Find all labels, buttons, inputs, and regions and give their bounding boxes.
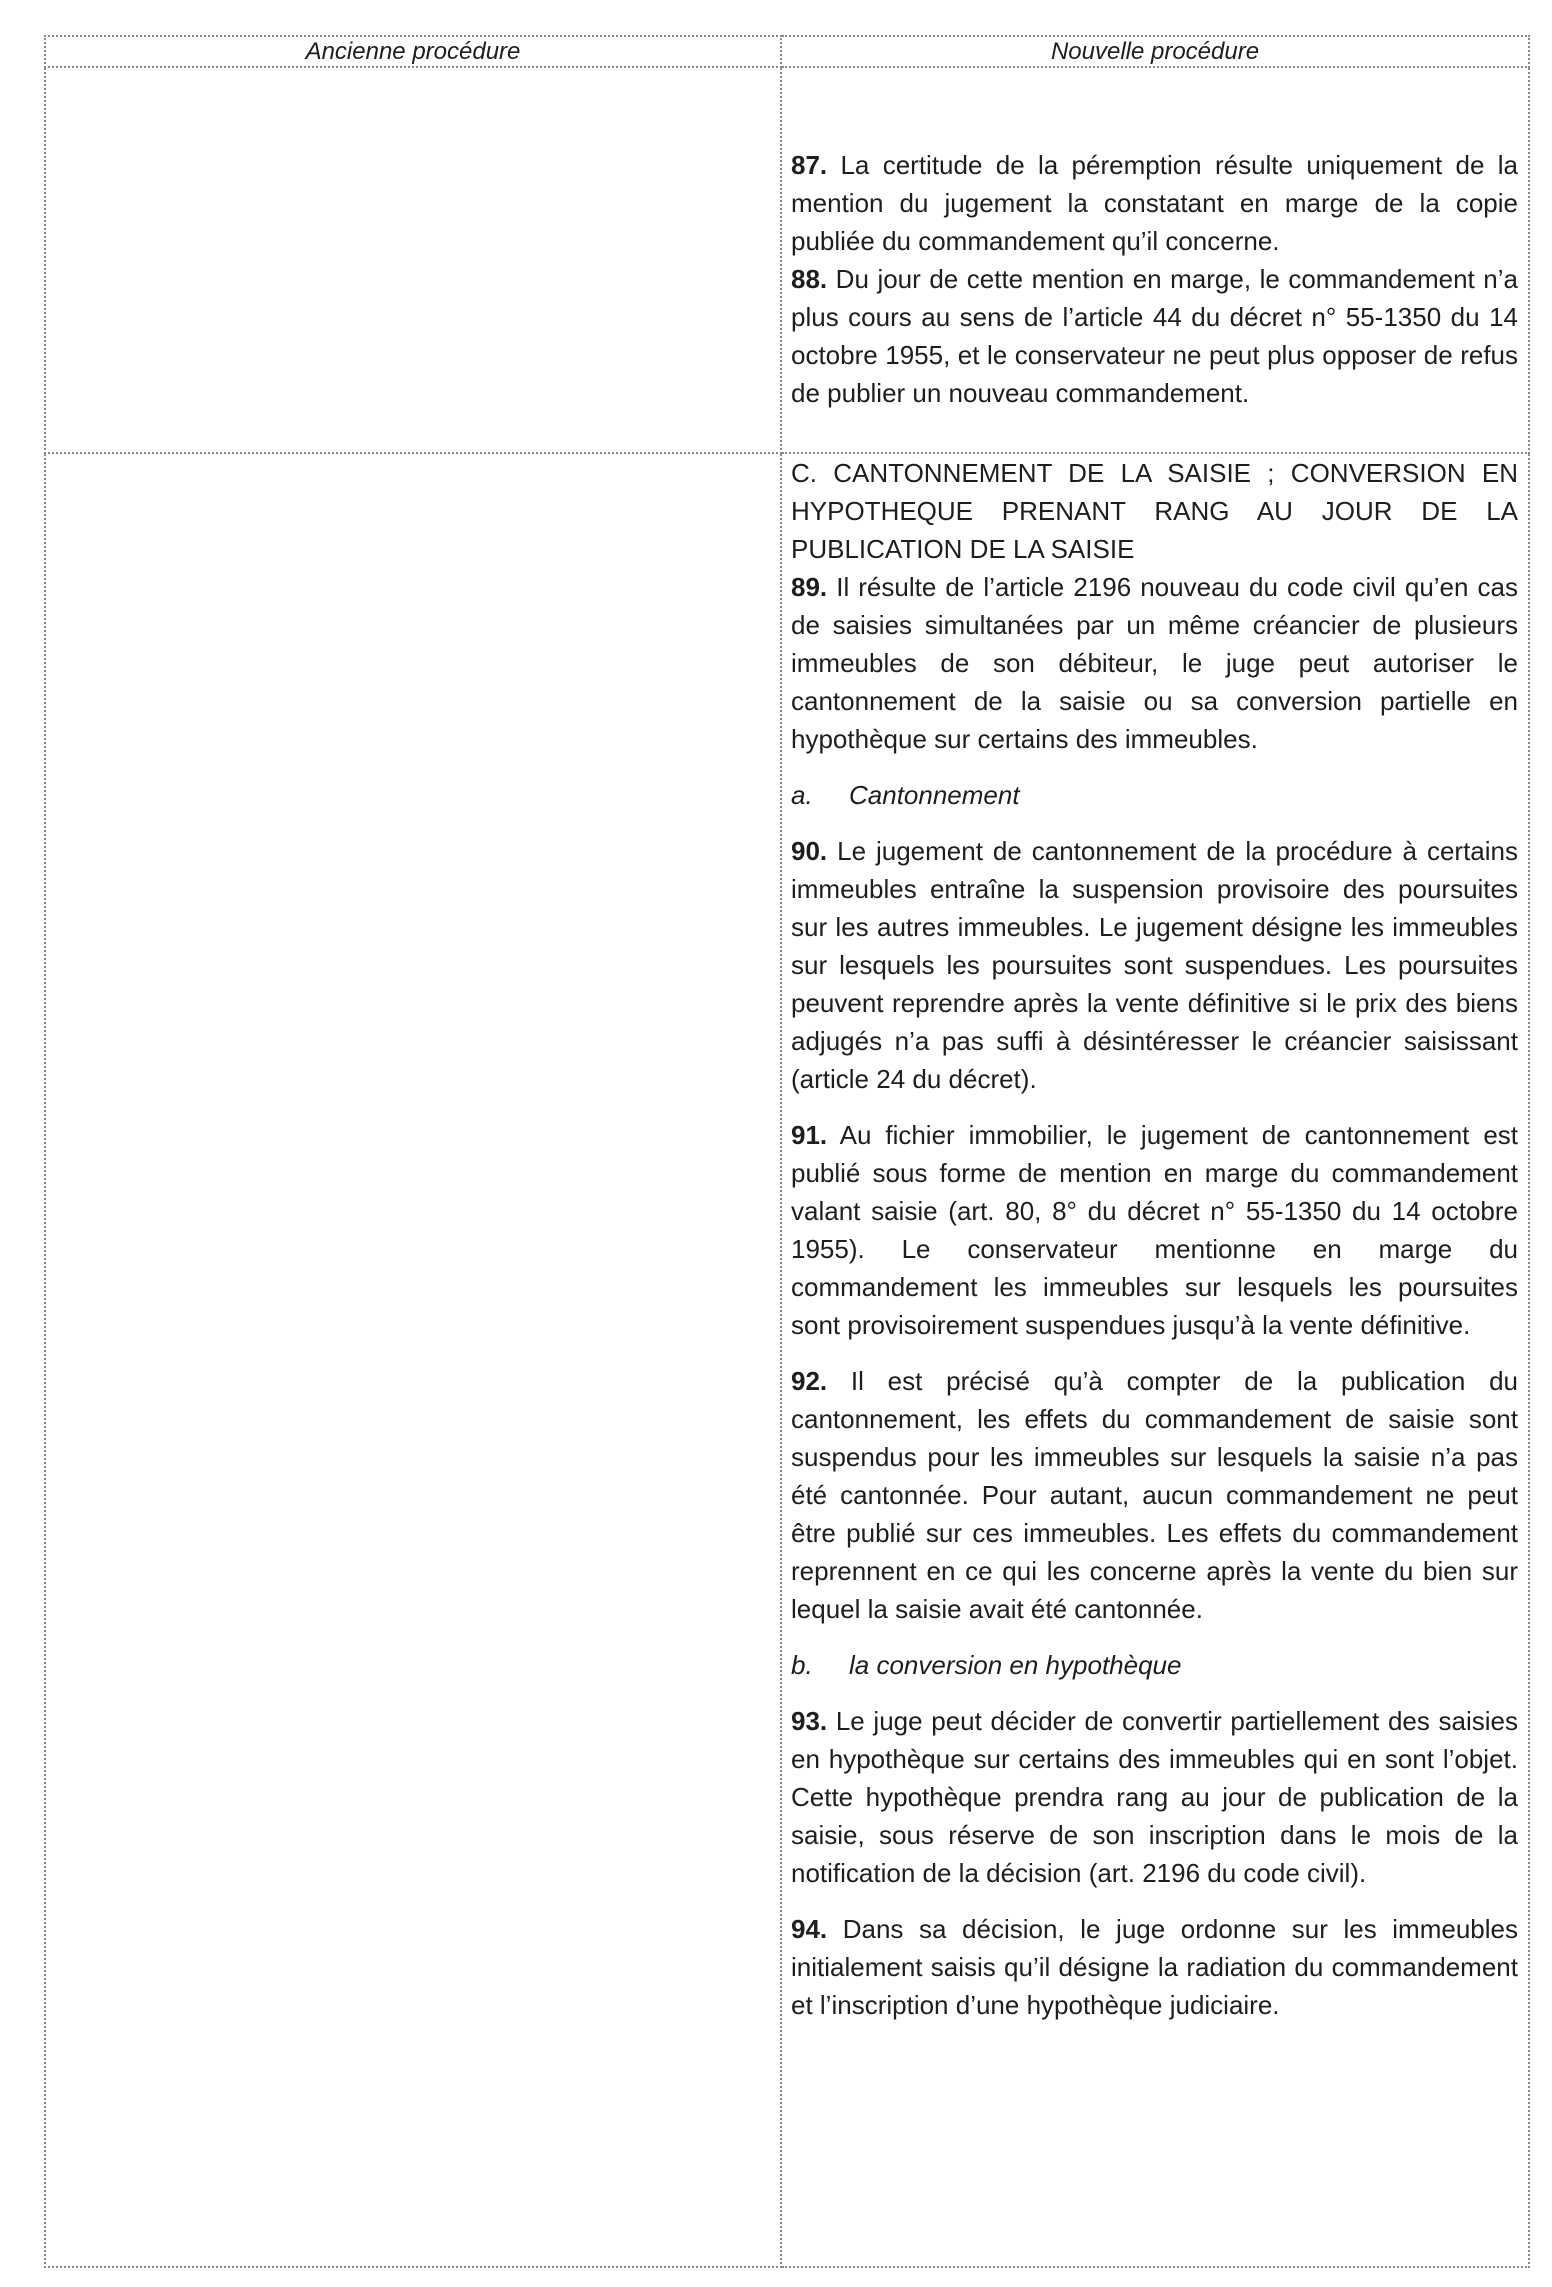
table-row (45, 67, 1529, 453)
paragraph-number: 87. (791, 150, 828, 180)
subheading-letter: b. (791, 1650, 813, 1680)
column-header-old: Ancienne procédure (45, 36, 781, 67)
comparison-table (44, 35, 1530, 2268)
new-procedure-cell (781, 453, 1529, 2267)
paragraph-text: La certitude de la péremption résulte uniquement de la mention du jugement la constatant en marge de la copie publiée du commandement qu’il concerne. (791, 150, 1518, 256)
section-heading: C. CANTONNEMENT DE LA SAISIE ; CONVERSION EN HYPOTHEQUE PRENANT RANG AU JOUR DE LA PUBLICATION DE LA SAISIE (791, 458, 1518, 564)
table-row (45, 453, 1529, 2267)
column-header-new: Nouvelle procédure (781, 36, 1529, 67)
paragraph-number: 89. (791, 572, 828, 602)
paragraph-text: Le juge peut décider de convertir partiellement des saisies en hypothèque sur certains des immeubles qui en sont l’objet. Cette hypothèque prendra rang au jour de publication de la saisie, sous réserve de son inscription dans le mois de la notification de la décision (art. 2196 du code civil). (791, 1706, 1518, 1888)
paragraph-number: 88. (791, 264, 828, 294)
paragraph-92 (791, 1362, 1518, 1628)
paragraph-text: Dans sa décision, le juge ordonne sur les immeubles initialement saisis qu’il désigne la radiation du commandement et l’inscription d’une hypothèque judiciaire. (791, 1914, 1518, 2020)
paragraph-number: 92. (791, 1366, 828, 1396)
subheading-title: la conversion en hypothèque (849, 1650, 1182, 1680)
new-procedure-cell (781, 67, 1529, 453)
paragraph-88 (791, 260, 1518, 412)
subheading-title: Cantonnement (849, 780, 1020, 810)
paragraph-number: 93. (791, 1706, 828, 1736)
paragraph-number: 94. (791, 1914, 828, 1944)
paragraph-91 (791, 1116, 1518, 1344)
paragraph-text: Il est précisé qu’à compter de la publication du cantonnement, les effets du commandement de saisie sont suspendus pour les immeubles sur lesquels la saisie n’a pas été cantonnée. Pour autant, aucun commandement ne peut être publié sur ces immeubles. Les effets du commandement reprennent en ce qui les concerne après la vente du bien sur lequel la saisie avait été cantonnée. (791, 1366, 1518, 1624)
document-page (44, 35, 1528, 2268)
paragraph-number: 91. (791, 1120, 828, 1150)
paragraph-text: Le jugement de cantonnement de la procédure à certains immeubles entraîne la suspension provisoire des poursuites sur les autres immeubles. Le jugement désigne les immeubles sur lesquels les poursuites sont suspendues. Les poursuites peuvent reprendre après la vente définitive si le prix des biens adjugés n’a pas suffi à désintéresser le créancier saisissant (article 24 du décret). (791, 836, 1518, 1094)
old-procedure-cell (45, 453, 781, 2267)
paragraph-number: 90. (791, 836, 828, 866)
paragraph-89 (791, 568, 1518, 758)
subheading-letter: a. (791, 780, 813, 810)
paragraph-text: Au fichier immobilier, le jugement de cantonnement est publié sous forme de mention en marge du commandement valant saisie (art. 80, 8° du décret n° 55-1350 du 14 octobre 1955). Le conservateur mentionne en marge du commandement les immeubles sur lesquels les poursuites sont provisoirement suspendues jusqu’à la vente définitive. (791, 1120, 1518, 1340)
paragraph-94 (791, 1910, 1518, 2024)
paragraph-87 (791, 146, 1518, 260)
paragraph-90 (791, 832, 1518, 1098)
paragraph-text: Il résulte de l’article 2196 nouveau du code civil qu’en cas de saisies simultanées par un même créancier de plusieurs immeubles de son débiteur, le juge peut autoriser le cantonnement de la saisie ou sa conversion partielle en hypothèque sur certains des immeubles. (791, 572, 1518, 754)
subheading-conversion (791, 1646, 1518, 1684)
old-procedure-cell (45, 67, 781, 453)
paragraph-text: Du jour de cette mention en marge, le commandement n’a plus cours au sens de l’article 44 du décret n° 55-1350 du 14 octobre 1955, et le conservateur ne peut plus opposer de refus de publier un nouveau commandement. (791, 264, 1518, 408)
subheading-cantonnement (791, 776, 1518, 814)
paragraph-93 (791, 1702, 1518, 1892)
table-header-row (45, 36, 1529, 67)
